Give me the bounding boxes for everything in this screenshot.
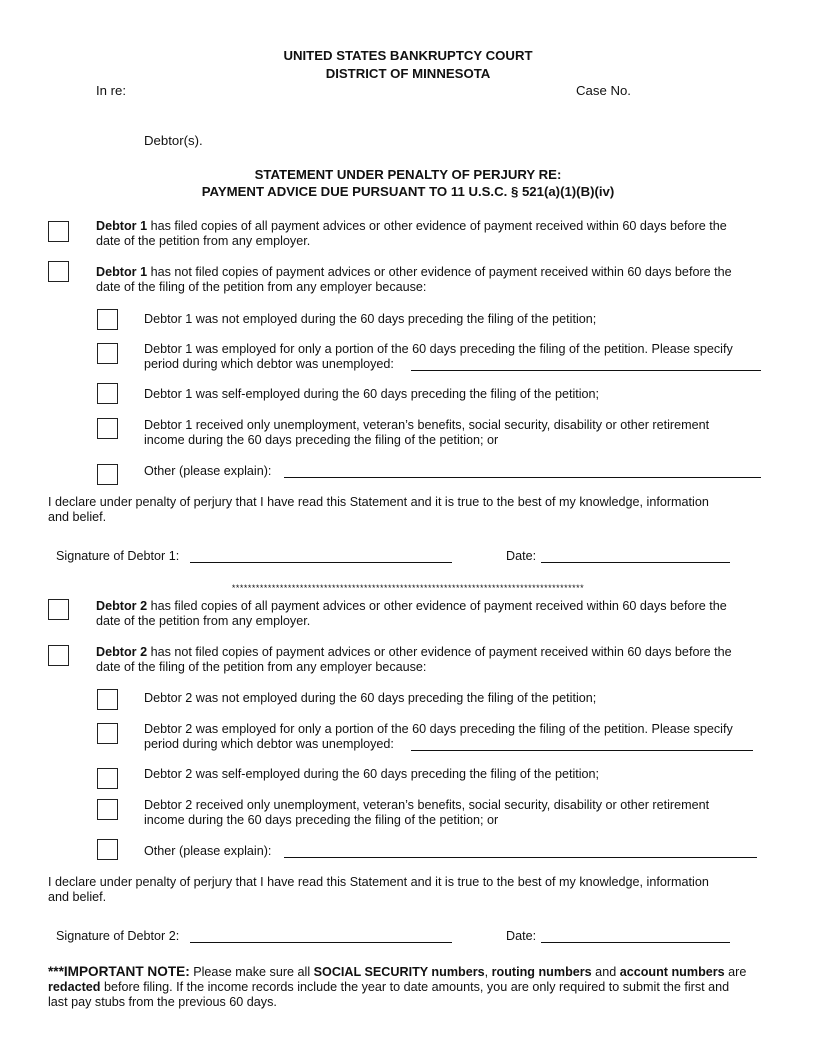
debtor1-notfiled-text: Debtor 1 has not filed copies of payment advices or other evidence of payment received within 60 days before the date of the filing of the petition from any employer because: xyxy=(96,265,732,294)
debtor1-other-explain-field[interactable] xyxy=(284,477,761,478)
debtor2-notfiled-text: Debtor 2 has not filed copies of payment advices or other evidence of payment received within 60 days before the date of the filing of the petition from any employer because: xyxy=(96,645,732,674)
district-name: DISTRICT OF MINNESOTA xyxy=(325,66,491,81)
debtor2-filed-checkbox[interactable] xyxy=(48,599,69,620)
debtor1-portion-text: Debtor 1 was employed for only a portion of the 60 days preceding the filing of the petition. Please specify period during which debtor was unemployed: xyxy=(144,342,733,371)
debtor2-portion-checkbox[interactable] xyxy=(97,723,118,744)
debtor2-date-field[interactable] xyxy=(541,942,730,943)
court-name: UNITED STATES BANKRUPTCY COURT xyxy=(283,48,533,63)
debtor1-benefits-checkbox[interactable] xyxy=(97,418,118,439)
debtor1-portion-checkbox[interactable] xyxy=(97,343,118,364)
debtor1-not-employed-text: Debtor 1 was not employed during the 60 days preceding the filing of the petition; xyxy=(144,312,597,326)
debtor2-not-employed-text: Debtor 2 was not employed during the 60 days preceding the filing of the petition; xyxy=(144,691,597,705)
debtor1-self-employed-checkbox[interactable] xyxy=(97,383,118,404)
debtor2-declaration: I declare under penalty of perjury that I have read this Statement and it is true to the best of my knowledge, information and belief. xyxy=(48,875,709,904)
debtor1-benefits-text: Debtor 1 received only unemployment, veteran’s benefits, social security, disability or other retirement income during the 60 days preceding the filing of the petition; or xyxy=(144,418,710,447)
debtor2-other-checkbox[interactable] xyxy=(97,839,118,860)
debtor2-label: Debtor 2 xyxy=(96,645,148,659)
debtor2-benefits-checkbox[interactable] xyxy=(97,799,118,820)
in-re-label: In re: xyxy=(96,83,127,98)
debtor1-other-label: Other (please explain): xyxy=(144,464,272,478)
debtor1-label: Debtor 1 xyxy=(96,265,148,279)
debtor2-not-employed-checkbox[interactable] xyxy=(97,689,118,710)
title-line1: STATEMENT UNDER PENALTY OF PERJURY RE: xyxy=(254,167,562,182)
debtor1-notfiled-checkbox[interactable] xyxy=(48,261,69,282)
debtor2-other-explain-field[interactable] xyxy=(284,857,757,858)
debtor2-benefits-text: Debtor 2 received only unemployment, veteran’s benefits, social security, disability or other retirement income during the 60 days preceding the filing of the petition; or xyxy=(144,798,710,827)
debtor1-filed-text: Debtor 1 has filed copies of all payment advices or other evidence of payment received within 60 days before the date of the petition from any employer. xyxy=(96,219,727,248)
debtor1-unemployed-period-field[interactable] xyxy=(411,370,761,371)
debtor2-filed-text: Debtor 2 has filed copies of all payment advices or other evidence of payment received within 60 days before the date of the petition from any employer. xyxy=(96,599,727,628)
debtor2-portion-text: Debtor 2 was employed for only a portion of the 60 days preceding the filing of the petition. Please specify period during which debtor was unemployed: xyxy=(144,722,733,751)
debtor2-self-employed-text: Debtor 2 was self-employed during the 60 days preceding the filing of the petition; xyxy=(144,767,600,781)
debtor2-date-label: Date: xyxy=(506,929,537,943)
debtor2-self-employed-checkbox[interactable] xyxy=(97,768,118,789)
debtor2-other-label: Other (please explain): xyxy=(144,844,272,858)
debtor1-self-employed-text: Debtor 1 was self-employed during the 60 days preceding the filing of the petition; xyxy=(144,387,600,401)
debtor2-signature-label: Signature of Debtor 2: xyxy=(56,929,180,943)
debtor2-label: Debtor 2 xyxy=(96,599,148,613)
important-note-heading: ***IMPORTANT NOTE: xyxy=(48,964,190,979)
debtor2-notfiled-checkbox[interactable] xyxy=(48,645,69,666)
debtor2-unemployed-period-field[interactable] xyxy=(411,750,753,751)
debtor1-label: Debtor 1 xyxy=(96,219,148,233)
debtor2-signature-field[interactable] xyxy=(190,942,452,943)
title-line2: PAYMENT ADVICE DUE PURSUANT TO 11 U.S.C. § 521(a)(1)(B)(iv) xyxy=(201,184,615,199)
debtor1-declaration: I declare under penalty of perjury that I have read this Statement and it is true to the best of my knowledge, information and belief. xyxy=(48,495,709,524)
debtor1-not-employed-checkbox[interactable] xyxy=(97,309,118,330)
debtor1-date-label: Date: xyxy=(506,549,537,563)
debtor1-signature-field[interactable] xyxy=(190,562,452,563)
debtor1-other-checkbox[interactable] xyxy=(97,464,118,485)
case-no-label: Case No. xyxy=(576,83,631,98)
debtor1-signature-label: Signature of Debtor 1: xyxy=(56,549,180,563)
debtors-label: Debtor(s). xyxy=(144,133,203,148)
debtor1-date-field[interactable] xyxy=(541,562,730,563)
section-separator: **************************************************************************************** xyxy=(231,583,585,593)
debtor1-filed-checkbox[interactable] xyxy=(48,221,69,242)
important-note: ***IMPORTANT NOTE: Please make sure all SOCIAL SECURITY numbers, routing numbers and account numbers are redacted before filing. If the income records include the year to date amounts, you are only required to submit the first and last pay stubs from the previous 60 days. xyxy=(48,964,747,1009)
